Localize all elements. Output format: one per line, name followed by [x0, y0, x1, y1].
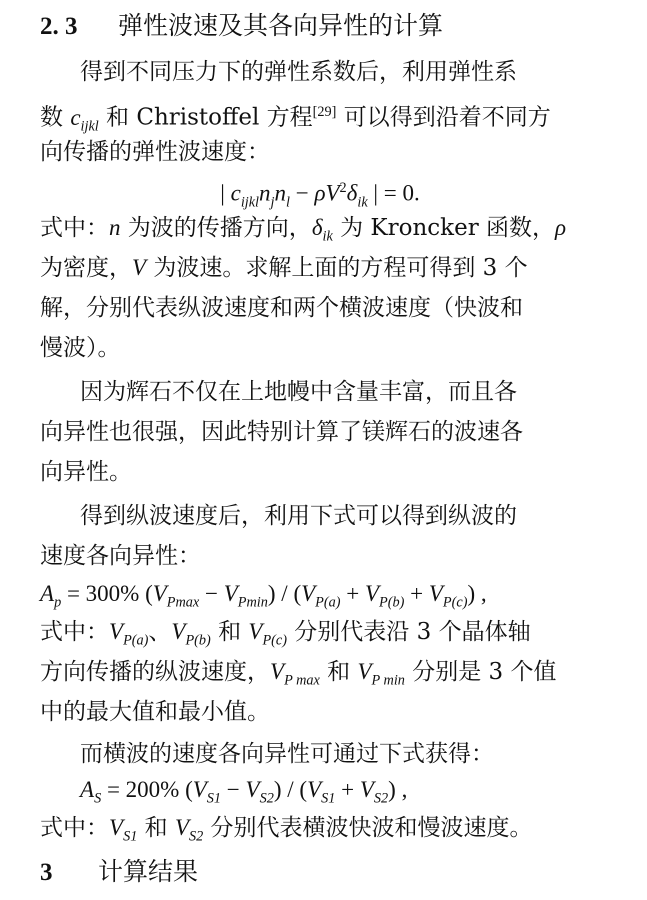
symbol-sub: P(c): [262, 632, 287, 649]
eq-mid: ) / (: [273, 777, 308, 802]
paragraph-2-line-4: 慢波）。: [40, 335, 121, 361]
paragraph-5-line-3: 中的最大值和最小值。: [40, 699, 270, 725]
symbol-delta-sub: ik: [322, 228, 333, 245]
eq-rho: ρ: [314, 180, 326, 206]
eq-A: A: [40, 581, 55, 606]
symbol-sub: P min: [371, 672, 405, 689]
text-fragment: 和: [210, 619, 249, 645]
symbol-V: V: [357, 659, 372, 684]
citation-ref: [29]: [312, 104, 337, 120]
eq-delta-sub: ik: [357, 194, 368, 211]
eq-V-sup: 2: [339, 180, 347, 196]
text-fragment: 、: [148, 619, 172, 645]
section-number: 2. 3: [40, 13, 78, 40]
text-fragment: 式中：: [40, 815, 109, 841]
eq-minus: −: [221, 777, 246, 802]
eq-coefficient: = 300% (: [61, 581, 153, 606]
eq-V: V: [364, 581, 380, 606]
text-fragment: 分别代表沿 3 个晶体轴: [287, 619, 531, 645]
p-wave-anisotropy-equation: [40, 578, 600, 619]
symbol-delta: δ: [311, 215, 323, 240]
symbol-base: c: [70, 104, 81, 130]
symbol-n: n: [109, 215, 121, 240]
eq-mid: ) / (: [267, 581, 302, 606]
symbol-V: V: [174, 815, 189, 840]
eq-minus: −: [289, 180, 315, 206]
paragraph-6-line-1: 而横波的速度各向异性可通过下式获得：: [80, 741, 494, 767]
section-number: 3: [40, 859, 53, 886]
text-fragment: 为波的传播方向，: [120, 215, 312, 241]
text-fragment: 式中：: [40, 215, 109, 241]
eq-V: V: [428, 581, 443, 606]
paragraph-1-line-3: 向传播的弹性波速度：: [40, 139, 270, 165]
eq-plus: +: [404, 581, 429, 606]
paragraph-3-line-1: 因为辉石不仅在上地幔中含量丰富，而且各: [80, 379, 517, 405]
eq-V: V: [245, 777, 260, 802]
eq-delta: δ: [346, 180, 358, 206]
eq-rest: | = 0.: [367, 180, 420, 206]
eq-end: ) ,: [388, 777, 408, 802]
eq-Pmin: Pmin: [237, 594, 268, 611]
symbol-subscript: ijkl: [80, 118, 99, 135]
eq-Pc: P(c): [442, 594, 468, 611]
symbol-V: V: [109, 815, 124, 840]
s-wave-anisotropy-equation: [80, 774, 640, 815]
paragraph-7-line-1: [40, 812, 600, 853]
text-fragment: 分别是 3 个值: [404, 659, 557, 685]
eq-S1: S1: [321, 790, 336, 807]
eq-nl: n: [274, 180, 286, 206]
text-fragment: 分别代表横波快波和慢波速度。: [203, 815, 533, 841]
section-heading-2-3: [40, 10, 600, 43]
section-heading-3: [40, 856, 600, 889]
eq-V: V: [307, 777, 322, 802]
paragraph-3-line-2: 向异性也很强，因此特别计算了镁辉石的波速各: [40, 419, 523, 445]
symbol-sub: P(b): [185, 632, 211, 649]
text-fragment: 和: [319, 659, 358, 685]
symbol-V: V: [270, 659, 285, 684]
paragraph-2-line-1: [40, 212, 600, 253]
eq-V: V: [301, 581, 316, 606]
eq-nl-sub: l: [285, 194, 290, 211]
eq-plus: +: [340, 581, 365, 606]
text-fragment: 和: [137, 815, 175, 841]
eq-Pmax: Pmax: [166, 594, 200, 611]
eq-coefficient: = 200% (: [101, 777, 193, 802]
symbol-sub: P(a): [123, 632, 149, 649]
symbol-V: V: [109, 619, 124, 644]
eq-nj-sub: j: [270, 194, 275, 211]
symbol-sub: S1: [123, 828, 138, 845]
paragraph-5-line-1: [40, 616, 600, 657]
eq-V: V: [223, 581, 238, 606]
abs-bar-open: |: [220, 180, 225, 206]
eq-Pb: P(b): [379, 594, 405, 611]
eq-S2: S2: [259, 790, 274, 807]
text-fragment: 和 Christoffel 方程: [98, 104, 313, 131]
eq-nj: n: [259, 180, 271, 206]
paragraph-5-line-2: [40, 656, 600, 697]
symbol-sub: P max: [284, 672, 320, 689]
paragraph-2-line-2: [40, 252, 600, 284]
eq-A-sub: p: [54, 594, 62, 611]
paragraph-4-line-2: 速度各向异性：: [40, 543, 201, 569]
eq-plus: +: [335, 777, 360, 802]
symbol-sub: S2: [189, 828, 204, 845]
eq-S2: S2: [373, 790, 389, 807]
symbol-rho: ρ: [555, 215, 567, 240]
text-fragment: 为 Kroncker 函数，: [332, 215, 556, 241]
eq-c-sub: ijkl: [240, 194, 260, 211]
paragraph-3-line-3: 向异性。: [40, 459, 132, 485]
paragraph-2-line-3: 解，分别代表纵波速度和两个横波速度（快波和: [40, 295, 523, 321]
eq-S1: S1: [206, 790, 222, 807]
section-title: 弹性波速及其各向异性的计算: [118, 11, 444, 40]
eq-Pa: P(a): [315, 594, 341, 611]
text-fragment: 方向传播的纵波速度，: [40, 659, 270, 685]
eq-A: A: [80, 777, 95, 802]
eq-end: ) ,: [467, 581, 487, 606]
text-fragment: 数: [40, 104, 71, 131]
eq-A-sub: S: [94, 790, 102, 807]
elastic-coefficient-symbol: [70, 104, 99, 135]
symbol-V: V: [171, 619, 186, 644]
symbol-V: V: [132, 255, 147, 280]
paragraph-4-line-1: 得到纵波速度后，利用下式可以得到纵波的: [80, 503, 517, 529]
eq-V: V: [192, 777, 207, 802]
paragraph-1-line-1: 得到不同压力下的弹性系数后，利用弹性系: [80, 59, 517, 85]
eq-V: V: [152, 581, 167, 606]
text-fragment: 式中：: [40, 619, 109, 645]
eq-V: V: [359, 777, 374, 802]
eq-c: c: [230, 180, 241, 206]
eq-V: V: [325, 180, 340, 206]
section-title: 计算结果: [98, 857, 199, 886]
symbol-V: V: [248, 619, 263, 644]
eq-minus: −: [199, 581, 224, 606]
text-fragment: 为波速。求解上面的方程可得到 3 个: [146, 255, 528, 281]
text-fragment: 为密度，: [40, 255, 132, 281]
text-fragment: 可以得到沿着不同方: [336, 104, 551, 131]
